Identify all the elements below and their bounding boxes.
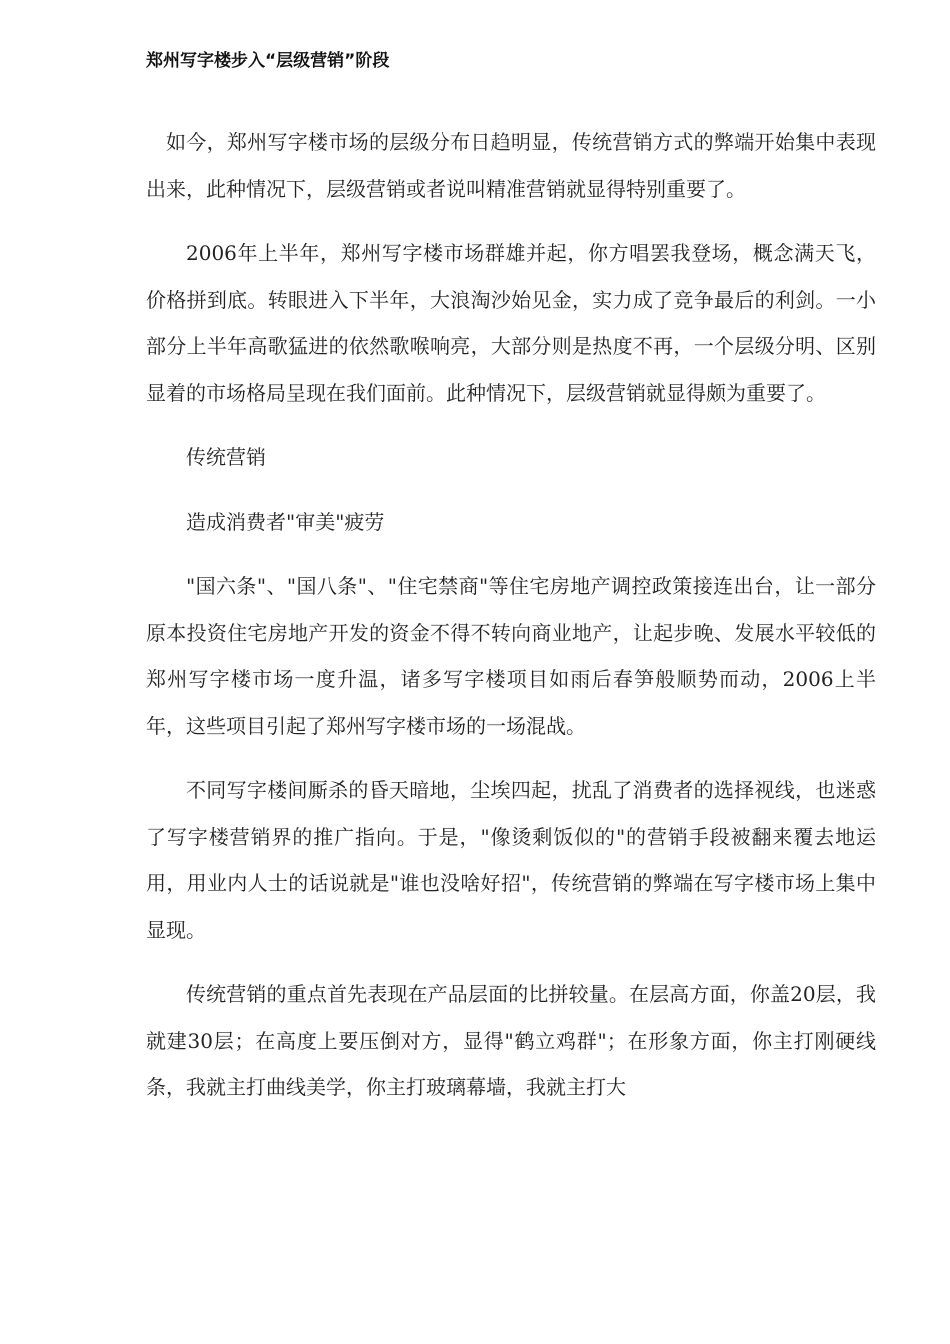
paragraph-2006-market: 2006年上半年，郑州写字楼市场群雄并起，你方唱罢我登场，概念满天飞，价格拼到底。转眼进入下半年，大浪淘沙始见金，实力成了竞争最后的利剑。一小部分上半年高歌猛进的依然歌喉响亮，大部分则是热度不再，一个层级分明、区别显着的市场格局呈现在我们面前。此种情况下，层级营销就显得颇为重要了。: [146, 241, 876, 405]
paragraph-competition: 不同写字楼间厮杀的昏天暗地，尘埃四起，扰乱了消费者的选择视线，也迷惑了写字楼营销界的推广指向。于是，"像烫剩饭似的"的营销手段被翻来覆去地运用，用业内人士的话说就是"谁也没啥好招"，传统营销的弊端在写字楼市场上集中显现。: [146, 778, 876, 942]
document-body: [146, 119, 876, 1129]
section-subheading-fatigue: 造成消费者"审美"疲劳: [186, 509, 385, 534]
document-title: 郑州写字楼步入“层级营销”阶段: [146, 51, 390, 71]
paragraph-policy: "国六条"、"国八条"、"住宅禁商"等住宅房地产调控政策接连出台，让一部分原本投资住宅房地产开发的资金不得不转向商业地产，让起步晚、发展水平较低的郑州写字楼市场一度升温，诸多写字楼项目如雨后春笋般顺势而动，2006上半年，这些项目引起了郑州写字楼市场的一场混战。: [146, 574, 876, 738]
section-heading-traditional-marketing: 传统营销: [186, 445, 266, 469]
paragraph-intro: 如今，郑州写字楼市场的层级分布日趋明显，传统营销方式的弊端开始集中表现出来，此种情况下，层级营销或者说叫精准营销就显得特别重要了。: [146, 130, 876, 201]
paragraph-product-level: 传统营销的重点首先表现在产品层面的比拼较量。在层高方面，你盖20层，我就建30层；在高度上要压倒对方，显得"鹤立鸡群"；在形象方面，你主打刚硬线条，我就主打曲线美学，你主打玻璃幕墙，我就主打大: [146, 982, 876, 1099]
